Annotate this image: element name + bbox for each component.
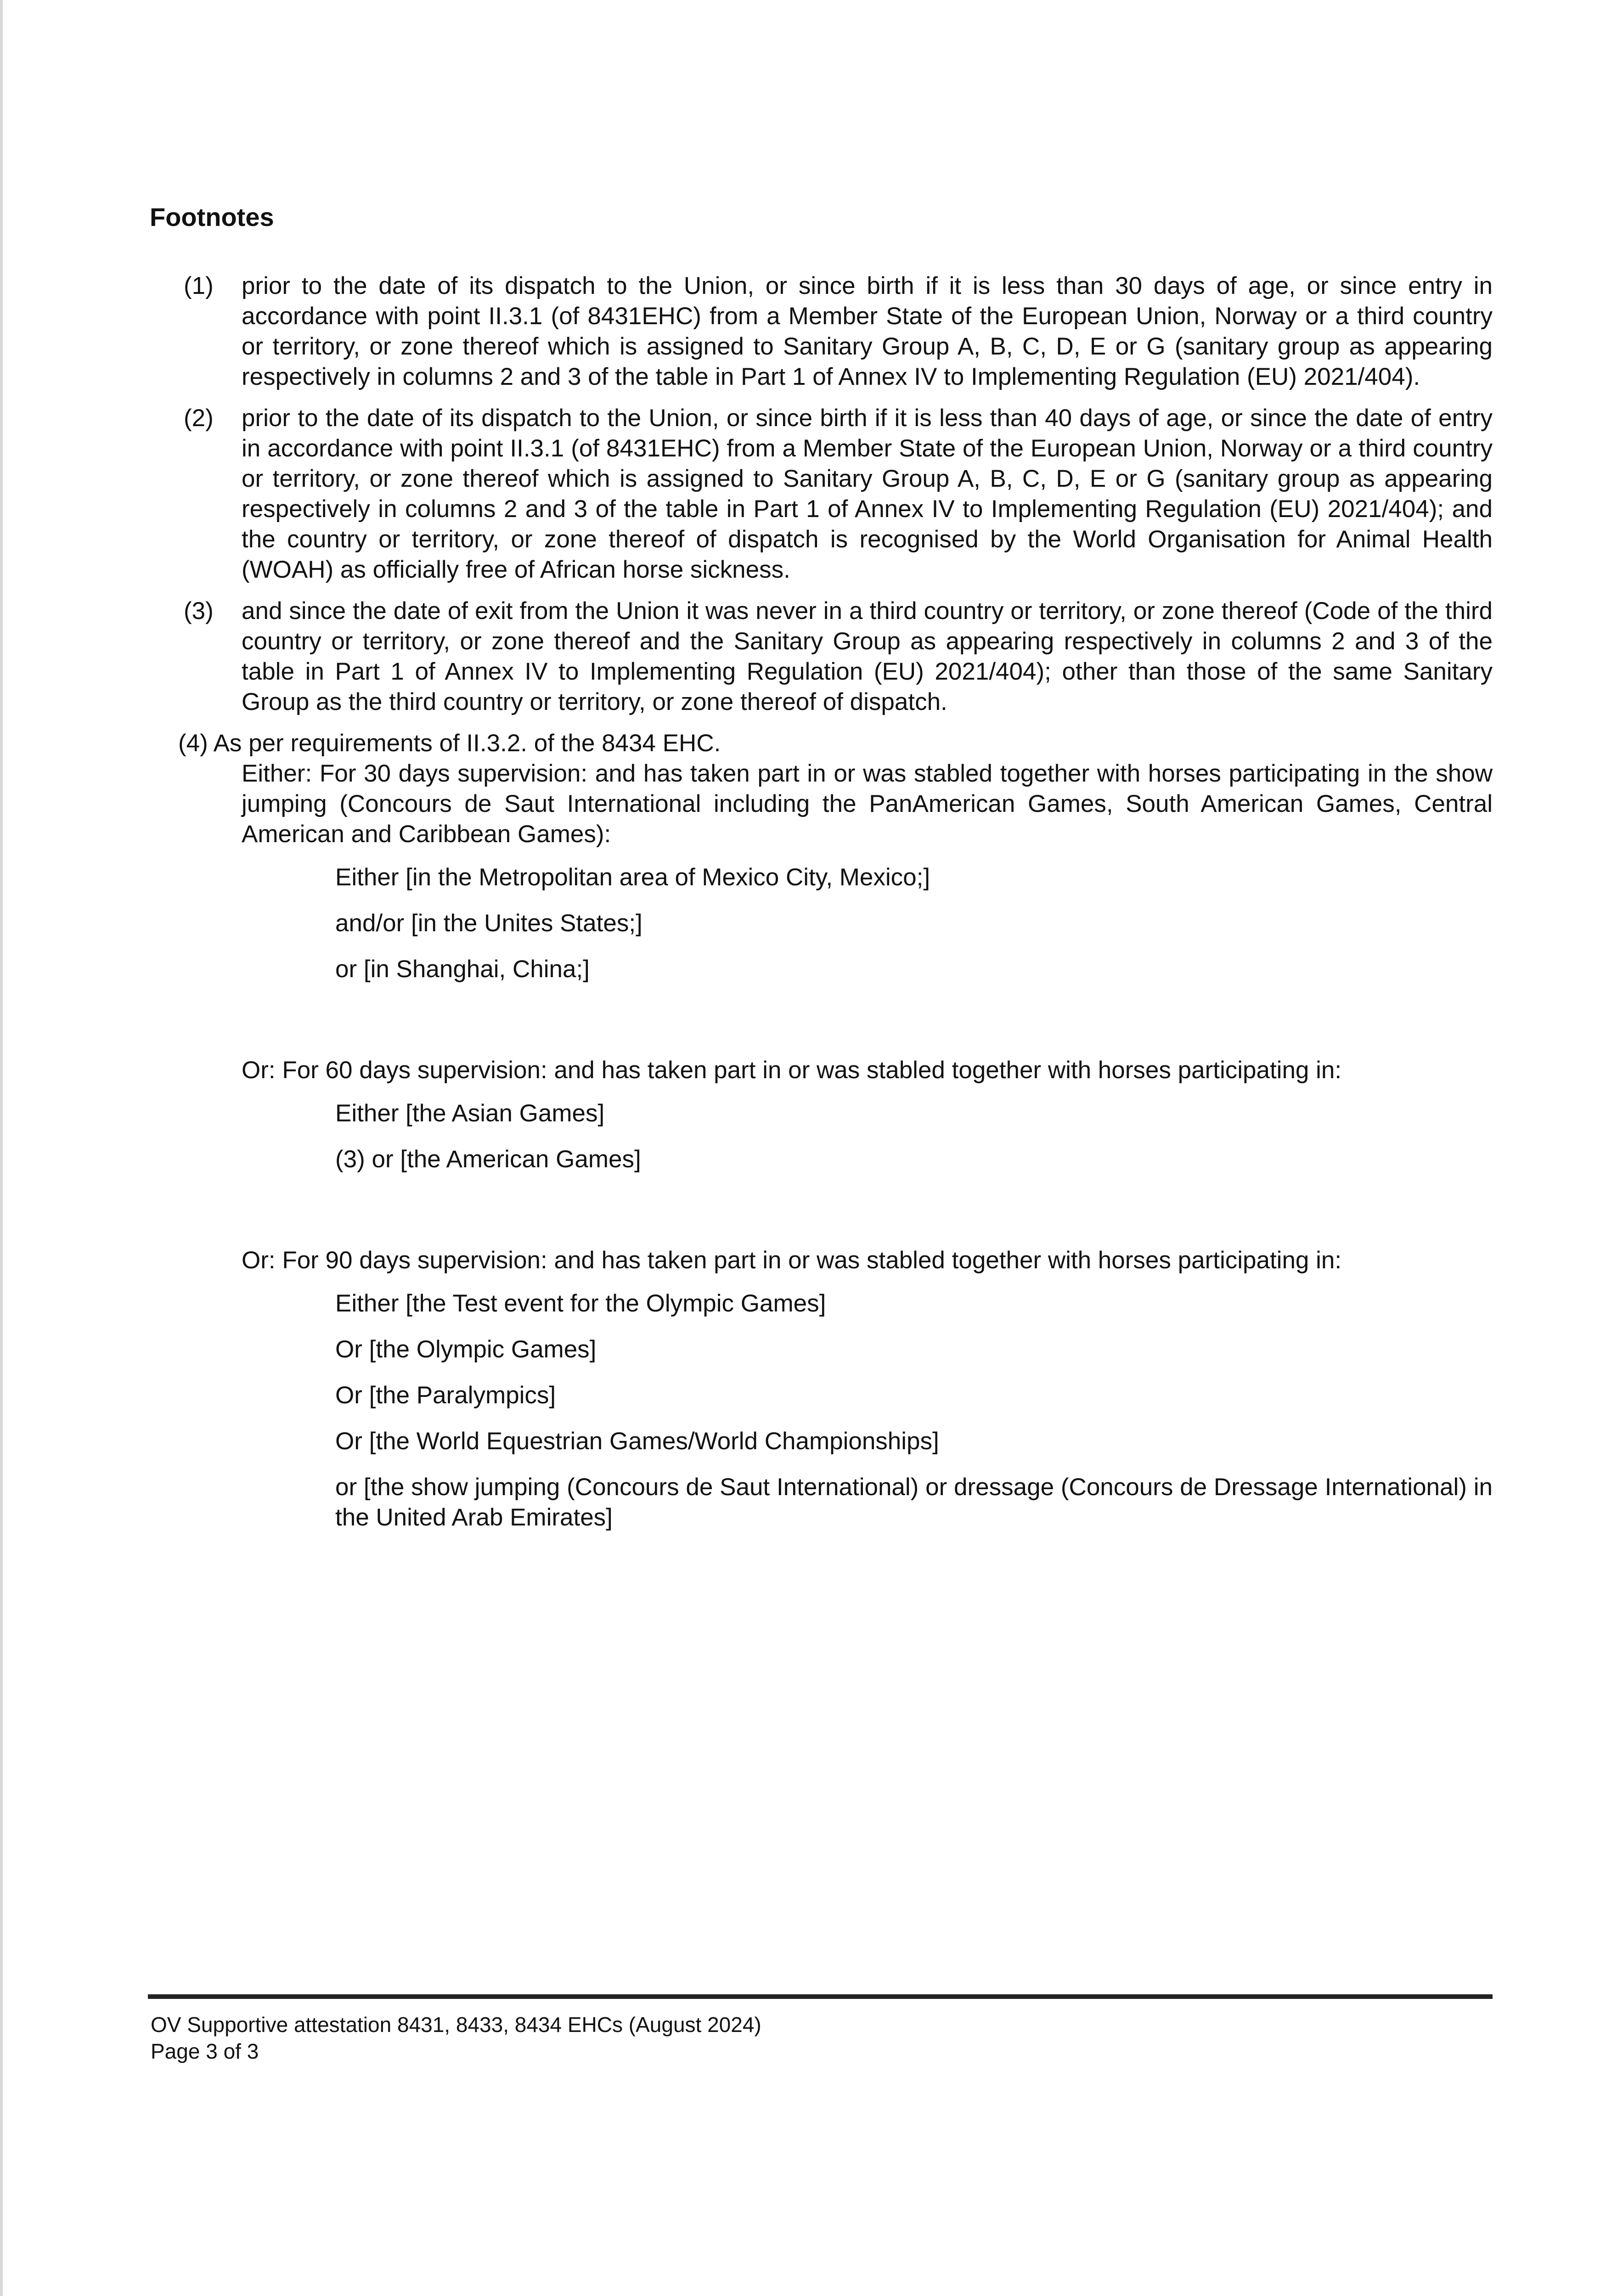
option-item: (3) or [the American Games] — [335, 1146, 641, 1173]
footnotes-heading: Footnotes — [150, 203, 274, 231]
footnote-number: (1) — [184, 272, 214, 299]
option-item: Either [the Test event for the Olympic Games] — [335, 1290, 826, 1317]
footnote-4-or-60-days — [184, 1055, 1493, 1086]
footnote-number: (2) — [184, 405, 214, 432]
footnote-3 — [184, 596, 1493, 717]
option-item: Or [the World Equestrian Games/World Championships] — [335, 1428, 939, 1455]
footnote-text: prior to the date of its dispatch to the Union, or since birth if it is less than 30 days of age, or since entry in accordance with point II.3.1 (of 8431EHC) from a Member State of the European Union, Norway or a third country or territory, or zone thereof which is assigned to Sanitary Group A, B, C, D, E or G (sanitary group as appearing respectively in columns 2 and 3 of the table in Part 1 of Annex IV to Implementing Regulation (EU) 2021/404). — [242, 272, 1493, 390]
option-item: or [in Shanghai, China;] — [335, 956, 590, 983]
spacer — [184, 1000, 1493, 1055]
scan-edge — [0, 0, 3, 2296]
footer-page-number: Page 3 of 3 — [151, 2039, 259, 2063]
footnotes-list — [178, 271, 1493, 1548]
footnote-4-or-90-days — [184, 1245, 1493, 1276]
options-60-days — [184, 1098, 1493, 1175]
page-footer — [151, 2011, 761, 2065]
or-60-days-text: Or: For 60 days supervision: and has taken part in or was stabled together with horses participating in: — [242, 1057, 1342, 1084]
footnote-number: (3) — [184, 597, 214, 625]
footnote-text: prior to the date of its dispatch to the Union, or since birth if it is less than 40 days of age, or since the date of entry in accordance with point II.3.1 (of 8431EHC) from a Member State of the European Union, Norway or a third country or territory, or zone thereof which is assigned to Sanitary Group A, B, C, D, E or G (sanitary group as appearing respectively in columns 2 and 3 of the table in Part 1 of Annex IV to Implementing Regulation (EU) 2021/404); and the country or territory, or zone thereof of dispatch is recognised by the World Organisation for Animal Health (WOAH) as officially free of African horse sickness. — [242, 405, 1493, 583]
or-90-days-text: Or: For 90 days supervision: and has taken part in or was stabled together with horses participating in: — [242, 1247, 1342, 1274]
footnote-2 — [184, 403, 1493, 585]
footer-document-title: OV Supportive attestation 8431, 8433, 8434 EHCs (August 2024) — [151, 2013, 761, 2037]
footer-divider — [148, 1994, 1493, 1999]
footnote-1 — [184, 271, 1493, 392]
options-30-days — [184, 862, 1493, 985]
footnote-4-either-30-days — [184, 759, 1493, 850]
option-item: and/or [in the Unites States;] — [335, 910, 642, 937]
spacer — [184, 1190, 1493, 1245]
option-item: Or [the Paralympics] — [335, 1382, 556, 1409]
footnote-text: and since the date of exit from the Union it was never in a third country or territory, or zone thereof (Code of the third country or territory, or zone thereof and the Sanitary Group as appearing respectively in columns 2 and 3 of the table in Part 1 of Annex IV to Implementing Regulation (EU) 2021/404); other than those of the same Sanitary Group as the third country or territory, or zone thereof of dispatch. — [242, 597, 1493, 715]
option-item: Either [in the Metropolitan area of Mexico City, Mexico;] — [335, 864, 930, 891]
option-item: Either [the Asian Games] — [335, 1100, 605, 1127]
options-90-days — [184, 1289, 1493, 1533]
footnote-4-intro: (4) As per requirements of II.3.2. of the 8434 EHC. — [178, 730, 721, 757]
option-item: Or [the Olympic Games] — [335, 1336, 597, 1363]
option-item: or [the show jumping (Concours de Saut International) or dressage (Concours de Dressage International) in the United Arab Emirates] — [335, 1474, 1493, 1531]
either-30-days-text: Either: For 30 days supervision: and has taken part in or was stabled together with horses participating in the show jumping (Concours de Saut International including the PanAmerican Games, South American Games, Central American and Caribbean Games): — [242, 760, 1493, 848]
